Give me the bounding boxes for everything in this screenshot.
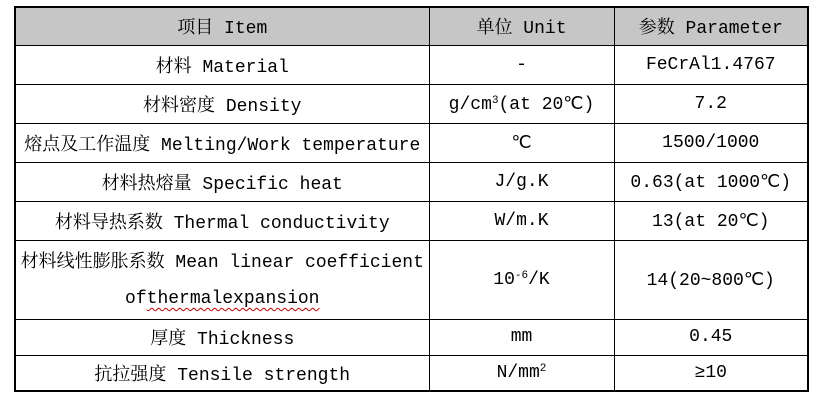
item-cell [15,240,429,319]
parameter-cell: 14(20~800℃) [614,240,808,319]
unit-value: N/mm [496,362,540,383]
item-cell: 材料导热系数 Thermal conductivity [15,201,429,240]
misspelled-word: thermalexpansion [146,289,320,309]
unit-superscript: 2 [539,362,547,375]
unit-superscript: 3 [491,94,499,107]
material-spec-table [14,6,809,392]
item-line-1: 材料线性膨胀系数 Mean linear coefficient [20,253,424,273]
unit-value: W/m.K [494,210,549,231]
item-cell: 材料密度 Density [15,84,429,123]
parameter-cell: 1500/1000 [614,123,808,162]
unit-value-suffix: (at 20℃) [498,94,595,115]
unit-superscript: -6 [514,269,529,282]
header-parameter: 参数 Parameter [614,7,808,45]
parameter-cell: 7.2 [614,84,808,123]
unit-cell [429,84,614,123]
table-row-mean-linear-coefficient [15,240,808,319]
unit-value: mm [510,327,533,347]
unit-value-suffix: /K [528,269,550,290]
unit-cell [429,319,614,355]
item-cell: 抗拉强度 Tensile strength [15,355,429,391]
table-header-row [15,7,808,45]
unit-cell [429,45,614,84]
header-unit: 单位 Unit [429,7,614,45]
unit-cell [429,201,614,240]
item-line-2 [16,280,429,319]
item-cell: 熔点及工作温度 Melting/Work temperature [15,123,429,162]
parameter-cell: 0.63(at 1000℃) [614,162,808,201]
parameter-cell: 0.45 [614,319,808,355]
parameter-cell: 13(at 20℃) [614,201,808,240]
table-row-material [15,45,808,84]
item-cell: 材料热熔量 Specific heat [15,162,429,201]
unit-cell [429,123,614,162]
table-row-tensile-strength [15,355,808,391]
unit-cell [429,162,614,201]
unit-value: J/g.K [494,171,549,192]
table-row-density [15,84,808,123]
table-row-thermal-conductivity [15,201,808,240]
parameter-cell: FeCrAl1.4767 [614,45,808,84]
unit-value: - [516,54,527,75]
unit-cell [429,240,614,319]
item-line-2-text: of [125,289,147,309]
parameter-cell: ≥10 [614,355,808,391]
table-row-thickness [15,319,808,355]
table-row-specific-heat [15,162,808,201]
item-cell: 材料 Material [15,45,429,84]
unit-value: 10 [493,269,515,290]
item-cell: 厚度 Thickness [15,319,429,355]
unit-value: g/cm [448,94,492,115]
header-item: 项目 Item [15,7,429,45]
unit-cell [429,355,614,391]
unit-value: ℃ [511,133,532,154]
table-row-melting-work-temperature [15,123,808,162]
